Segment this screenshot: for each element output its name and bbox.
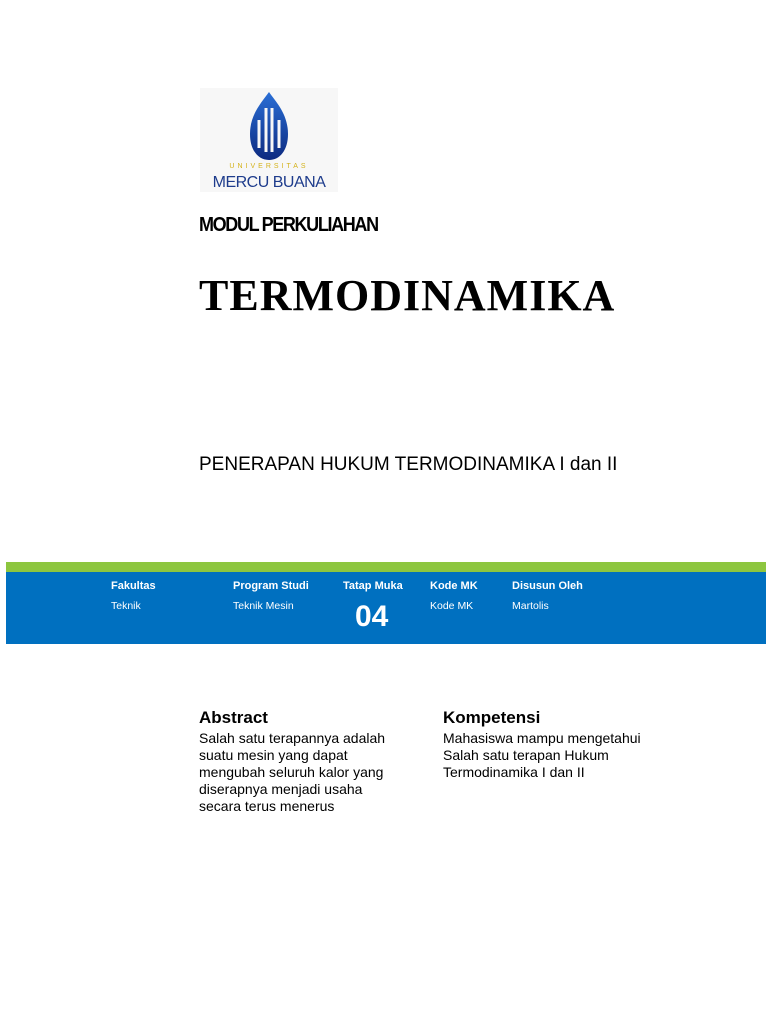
author-label: Disusun Oleh bbox=[512, 580, 583, 592]
competence-body bbox=[443, 730, 683, 781]
program-label: Program Studi bbox=[233, 580, 309, 592]
competence-line: Mahasiswa mampu mengetahui bbox=[443, 730, 641, 746]
abstract-line: Salah satu terapannya adalah bbox=[199, 730, 386, 746]
author-value: Martolis bbox=[512, 600, 549, 612]
abstract-line: mengubah seluruh kalor yang bbox=[199, 764, 384, 780]
code-value: Kode MK bbox=[430, 600, 474, 612]
abstract-line: diserapnya menjadi usaha bbox=[199, 781, 363, 797]
logo-university-text: UNIVERSITAS bbox=[229, 163, 309, 170]
flame-logo-icon bbox=[244, 90, 294, 162]
competence-line: Termodinamika I dan II bbox=[443, 764, 585, 780]
competence-heading: Kompetensi bbox=[443, 708, 541, 727]
green-accent-bar bbox=[6, 562, 766, 572]
meeting-number: 04 bbox=[355, 600, 389, 633]
module-label: MODUL PERKULIAHAN bbox=[199, 214, 378, 236]
competence-line: Salah satu terapan Hukum bbox=[443, 747, 609, 763]
logo-name: MERCU BUANA bbox=[212, 174, 326, 191]
faculty-label: Fakultas bbox=[111, 580, 156, 592]
code-label: Kode MK bbox=[430, 580, 478, 592]
program-value: Teknik Mesin bbox=[233, 600, 294, 612]
meeting-label: Tatap Muka bbox=[343, 580, 403, 592]
main-title: TERMODINAMIKA bbox=[199, 271, 616, 320]
subtitle: PENERAPAN HUKUM TERMODINAMIKA I dan II bbox=[199, 454, 618, 475]
abstract-body bbox=[199, 730, 439, 815]
university-logo bbox=[200, 88, 338, 192]
abstract-line: secara terus menerus bbox=[199, 798, 335, 814]
abstract-line: suatu mesin yang dapat bbox=[199, 747, 348, 763]
abstract-heading: Abstract bbox=[199, 708, 268, 727]
faculty-value: Teknik bbox=[111, 600, 141, 612]
